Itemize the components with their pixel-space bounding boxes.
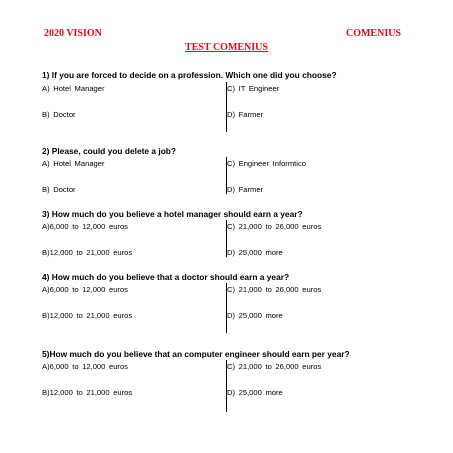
question-5-option-d: D) 25,000 more bbox=[227, 388, 283, 397]
question-1-option-d: D) Farmer bbox=[227, 110, 264, 119]
question-3-option-b: B)12,000 to 21,000 euros bbox=[42, 248, 133, 257]
question-3-option-d: D) 25,000 more bbox=[227, 248, 283, 257]
header-left-title: 2020 VISION bbox=[44, 28, 102, 39]
question-2: 2) Please, could you delete a job? bbox=[42, 146, 177, 156]
question-5: 5)How much do you believe that an computer engineer should earn per year? bbox=[42, 349, 350, 359]
question-3-option-c: C) 21,000 to 26,000 euros bbox=[227, 222, 322, 231]
question-5-option-a: A)6,000 to 12,000 euros bbox=[42, 362, 128, 371]
question-2-option-a: A) Hotel Manager bbox=[42, 159, 105, 168]
header-right-title: COMENIUS bbox=[345, 28, 401, 39]
question-1-option-c: C) IT Engineer bbox=[227, 84, 280, 93]
question-3-option-a: A)6,000 to 12,000 euros bbox=[42, 222, 128, 231]
question-4-option-a: A)6,000 to 12,000 euros bbox=[42, 285, 128, 294]
question-1: 1) If you are forced to decide on a profession. Which one did you choose? bbox=[42, 70, 337, 80]
question-5-option-b: B)12,000 to 21,000 euros bbox=[42, 388, 133, 397]
question-4-option-c: C) 21,000 to 26,000 euros bbox=[227, 285, 322, 294]
question-2-option-c: C) Engineer Informtico bbox=[227, 159, 306, 168]
question-2-divider bbox=[226, 157, 227, 194]
question-3: 3) How much do you believe a hotel manager should earn a year? bbox=[42, 209, 303, 219]
question-2-option-b: B) Doctor bbox=[42, 185, 76, 194]
question-4-option-b: B)12,000 to 21,000 euros bbox=[42, 311, 133, 320]
document-subtitle: TEST COMENIUS bbox=[185, 42, 268, 53]
question-2-option-d: D) Farmer bbox=[227, 185, 264, 194]
question-5-option-c: C) 21,000 to 26,000 euros bbox=[227, 362, 322, 371]
question-4: 4) How much do you believe that a doctor should earn a year? bbox=[42, 272, 290, 282]
question-1-option-a: A) Hotel Manager bbox=[42, 84, 105, 93]
question-4-divider bbox=[226, 283, 227, 333]
question-4-option-d: D) 25,000 more bbox=[227, 311, 283, 320]
question-1-divider bbox=[226, 82, 227, 132]
question-3-divider bbox=[226, 220, 227, 257]
question-5-divider bbox=[226, 360, 227, 412]
question-1-option-b: B) Doctor bbox=[42, 110, 76, 119]
